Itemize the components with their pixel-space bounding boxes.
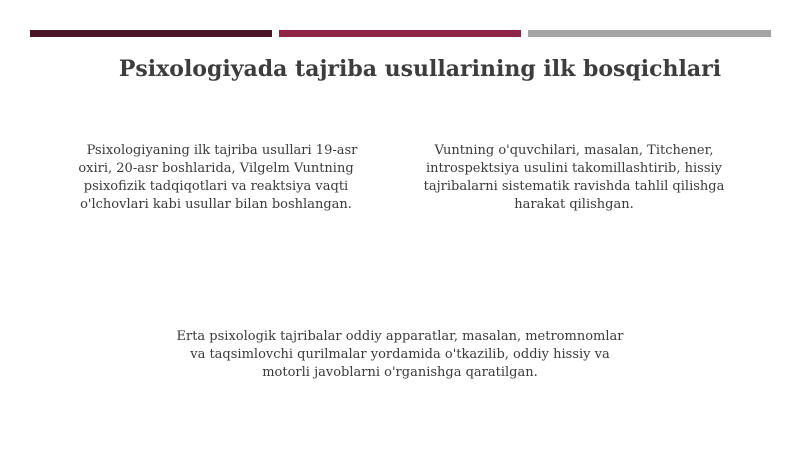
paragraph-bottom-line: va taqsimlovchi qurilmalar yordamida o'tkazilib, oddiy hissiy va [190, 347, 610, 362]
paragraph-right-line: Vuntning o'quvchilari, masalan, Titchener, [434, 143, 714, 158]
paragraph-left-line: oxiri, 20-asr boshlarida, Vilgelm Vuntning [78, 161, 354, 176]
paragraph-bottom [130, 328, 670, 382]
paragraph-left-line: Psixologiyaning ilk tajriba usullari 19-asr [86, 143, 358, 158]
paragraph-left-line: psixofizik tadqiqotlari va reaktsiya vaqti [83, 179, 349, 194]
paragraph-left-line: o'lchovlari kabi usullar bilan boshlangan. [80, 197, 352, 212]
paragraph-bottom-line: Erta psixologik tajribalar oddiy apparatlar, masalan, metromnomlar [176, 329, 624, 344]
paragraph-left [60, 142, 372, 214]
decorative-bar-crimson [279, 30, 521, 37]
paragraph-right-line: harakat qilishgan. [514, 197, 634, 212]
paragraph-right [400, 142, 748, 214]
paragraph-right-line: introspektsiya usulini takomillashtirib, hissiy [425, 161, 723, 176]
decorative-bar-dark [30, 30, 272, 37]
decorative-bar-gray [528, 30, 771, 37]
paragraph-right-line: tajribalarni sistematik ravishda tahlil qilishga [423, 179, 725, 194]
paragraph-bottom-line: motorli javoblarni o'rganishga qaratilgan. [262, 365, 538, 380]
slide-title: Psixologiyada tajriba usullarining ilk bosqichlari [118, 56, 722, 82]
